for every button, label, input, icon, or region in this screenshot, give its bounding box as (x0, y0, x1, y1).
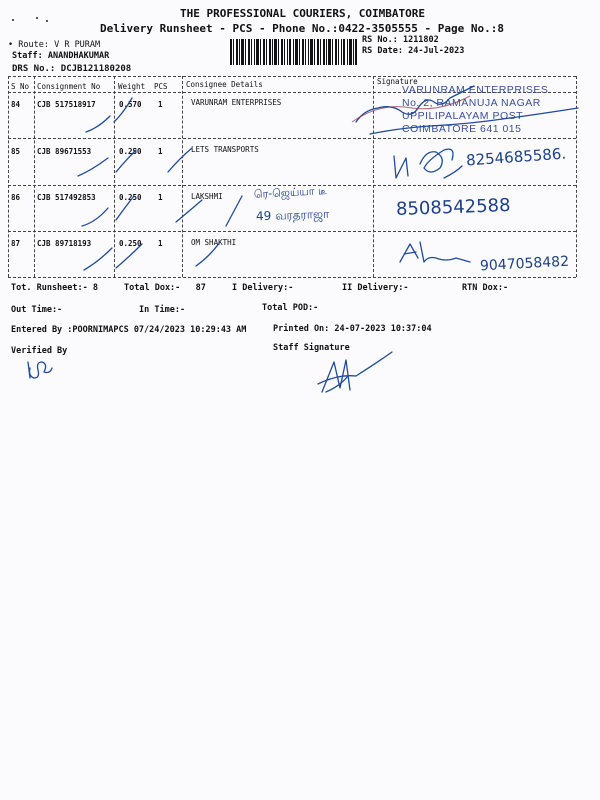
handwritten-phone: 9047058482 (479, 253, 570, 275)
tick-mark (86, 116, 110, 132)
signature-stroke (400, 244, 418, 262)
total-dox-value: 87 (195, 283, 206, 293)
cell-pcs: 1 (158, 193, 163, 202)
verified-by: Verified By (11, 346, 68, 356)
cell-weight: 0.570 (119, 100, 142, 109)
stamp-line: COIMBATORE 641 015 (402, 123, 522, 135)
signature-stroke (356, 86, 474, 122)
signature-stroke (318, 352, 392, 384)
col-header-sno: S No (11, 82, 30, 91)
stamp-line: UPPILIPALAYAM POST (402, 110, 524, 122)
bullet-icon: • (8, 40, 19, 50)
cell-sno: 85 (11, 147, 21, 156)
cell-consignment: CJB 89671553 (37, 147, 92, 156)
handwritten-phone: 8508542588 (395, 195, 511, 220)
cell-weight: 0.250 (119, 147, 142, 156)
signature-stroke (420, 149, 453, 172)
route-value: V R PURAM (54, 40, 101, 50)
runsheet-title: Delivery Runsheet - PCS - Phone No.:0422-3505555 - Page No.:8 (100, 22, 504, 35)
route-label: Route (18, 40, 44, 50)
tick-mark (82, 208, 108, 226)
signature-stroke (420, 242, 470, 262)
tick-mark (114, 98, 132, 122)
cell-consignment: CJB 517492853 (37, 193, 96, 202)
signature-stroke (394, 156, 408, 178)
tick-mark (78, 158, 108, 176)
stamp-line: No. 2, RAMANUJA NAGAR (402, 97, 541, 109)
cell-consignment: CJB 517518917 (37, 100, 96, 109)
handwritten-note: 49 வரதராஜா (255, 206, 330, 224)
tick-mark (176, 200, 202, 222)
cell-pcs: 1 (158, 100, 163, 109)
tick-mark (168, 148, 192, 172)
route-line: • Route: V R PURAM (8, 40, 101, 50)
cell-weight: 0.250 (119, 239, 142, 248)
col-header-weight: Weight (118, 82, 146, 91)
in-time: In Time:- (139, 305, 186, 315)
total-pod: Total POD:- (262, 303, 319, 313)
cell-consignment: CJB 89718193 (37, 239, 92, 248)
cell-sno: 84 (11, 100, 21, 109)
rs-no-value: 1211802 (402, 35, 439, 45)
cell-sno: 86 (11, 193, 21, 202)
drs-label: DRS No.: (12, 64, 56, 74)
cell-consignee: VARUNRAM ENTERPRISES (191, 98, 282, 107)
tot-runsheet: Tot. Runsheet:- 8 (11, 283, 98, 293)
i-delivery: I Delivery:- (232, 283, 294, 293)
cell-pcs: 1 (158, 147, 163, 156)
cell-consignee: LAKSHMI (191, 192, 223, 201)
cell-pcs: 1 (158, 239, 163, 248)
handwritten-note: ரெ-ஜெய்யா டீ (253, 184, 328, 201)
printed-on: Printed On: 24-07-2023 10:37:04 (273, 324, 432, 334)
cell-consignee: OM SHAKTHI (191, 238, 237, 247)
signature-stroke (352, 96, 470, 122)
rtn-dox: RTN Dox:- (462, 283, 509, 293)
cell-sno: 87 (11, 239, 21, 248)
out-time: Out Time:- (11, 305, 63, 315)
staff-value: ANANDHAKUMAR (47, 51, 110, 61)
col-header-signature: Signature (377, 77, 418, 86)
staff-label: Staff: (12, 51, 43, 61)
col-header-consignee: Consignee Details (186, 80, 263, 89)
cell-consignee: LETS TRANSPORTS (191, 145, 259, 154)
rs-date-value: 24-Jul-2023 (408, 46, 465, 56)
drs-value: DCJB121180208 (60, 64, 132, 74)
entered-by: Entered By :POORNIMAPCS 07/24/2023 10:29:43 AM (11, 325, 247, 335)
ii-delivery: II Delivery:- (342, 283, 409, 293)
handwritten-phone: 8254685586. (465, 144, 567, 170)
signature-stroke (444, 166, 462, 178)
signature-stroke (326, 376, 348, 392)
rs-no-label: RS No.: (362, 35, 398, 45)
tick-mark (196, 242, 220, 266)
tick-mark (226, 196, 242, 226)
tick-mark (84, 248, 112, 270)
tick-mark (116, 244, 142, 268)
rs-date-label: RS Date: (362, 46, 403, 56)
tick-mark (116, 150, 136, 172)
total-dox-label: Total Dox:- (124, 283, 181, 293)
col-header-pcs: PCS (154, 82, 168, 91)
company-title: THE PROFESSIONAL COURIERS, COIMBATORE (180, 7, 426, 20)
signature-stroke (30, 362, 53, 378)
stamp-line: VARUNRAM ENTERPRISES (402, 84, 549, 96)
col-header-consignment: Consignment No (37, 82, 101, 91)
cell-weight: 0.250 (119, 193, 142, 202)
staff-signature-label: Staff Signature (273, 343, 350, 353)
tick-mark (116, 196, 134, 220)
